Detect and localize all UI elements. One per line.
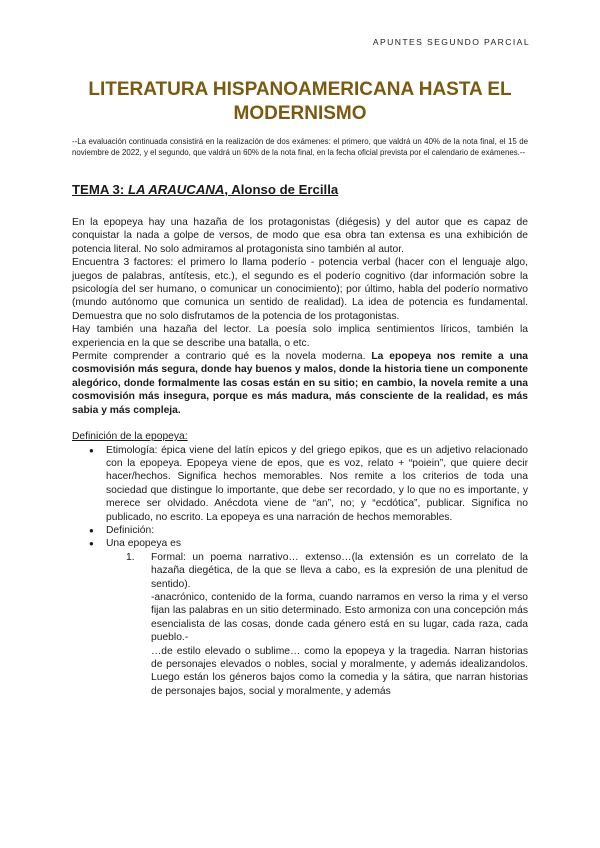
document-title: LITERATURA HISPANOAMERICANA HASTA EL MODERNISMO bbox=[88, 79, 512, 124]
list-item: ● Etimología: épica viene del latín epicos y del griego epikos, que es un adjetivo relacionado con la epopeya. Epopeya viene de epos, que es voz, relato + “poiein”, que quiere decir hacer/hechos. Significa hechos memorables. Nos remite a los criterios de toda una sociedad que distingue lo importante, que debe ser recordado, y lo que no es importante, y merece ser olvidado. Anécdota viene de “an”, no; y “ecdótica”, publicar. Significa no publicado, no escrito. La epopeya es una narración de hechos memorables. bbox=[72, 444, 528, 524]
paragraph-conclusion bbox=[72, 350, 528, 417]
item-text: Formal: un poema narrativo… extenso…(la extensión es un correlato de la hazaña diegética, de la que se lleva a cabo, es la expresión de una plenitud de sentido). bbox=[151, 551, 528, 590]
list-item: ● Una epopeya es bbox=[72, 537, 528, 550]
evaluation-note: --La evaluación continuada consistirá en la realización de dos exámenes: el primero, que valdrá un 40% de la nota final, el 15 de noviembre de 2022, y el segundo, que valdrá un 60% de la nota final, en la fecha oficial prevista por el calendario de exámenes.-- bbox=[72, 137, 528, 157]
conclusion-emphasis: La epopeya nos remite a una cosmovisión más segura, donde hay buenos y malos, donde la historia tiene un componente alegórico, donde formalmente las cosas están en su sitio; en cambio, la novela remite a una cosmovisión más insegura, porque es más madura, más consciente de la realidad, es más sabia y más compleja. bbox=[72, 351, 528, 416]
definition-subheading: Definición de la epopeya: bbox=[72, 431, 188, 443]
running-header: APUNTES SEGUNDO PARCIAL bbox=[372, 37, 530, 47]
definition-list bbox=[72, 444, 528, 551]
item-continuation: …de estilo elevado o sublime… como la epopeya y la tragedia. Narran historias de personajes elevados o nobles, social y moralmente, y además idealizandolos. Luego están los géneros bajos como la comedia y la sátira, que narran historias de personajes bajos, social y moralmente, y además bbox=[151, 645, 528, 697]
paragraph: Hay también una hazaña del lector. La poesía solo implica sentimientos líricos, también la experiencia en la que se describe una batalla, o etc. bbox=[72, 324, 528, 349]
heading-work-title: LA ARAUCANA bbox=[127, 182, 225, 197]
conclusion-intro: Permite comprender a contrario qué es la novela moderna. bbox=[72, 351, 372, 363]
item-number: 1. bbox=[126, 551, 135, 563]
heading-prefix: TEMA 3: bbox=[72, 182, 128, 197]
section-heading bbox=[72, 182, 338, 197]
item-continuation: -anacrónico, contenido de la forma, cuando narramos en verso la rima y el verso fijan las palabras en un sitio determinado. Esto armoniza con una concepción más esencialista de las cosas, donde cada género está en su lugar, cada raza, cada pueblo.- bbox=[151, 591, 528, 644]
list-item: ● Definición: bbox=[72, 524, 528, 537]
heading-author: , Alonso de Ercilla bbox=[224, 182, 339, 197]
paragraph: En la epopeya hay una hazaña de los protagonistas (diégesis) y del autor que es capaz de conquistar la nada a golpe de versos, de modo que esa obra tan extensa es una exhibición de potencia literal. No solo admiramos al protagonista sino también al autor. bbox=[72, 217, 528, 255]
paragraph: Encuentra 3 factores: el primero lo llama poderío - potencia verbal (hacer con el lenguaje algo, juegos de palabras, antítesis, etc.), el segundo es el poderío cognitivo (dar información sobre la psicología del ser humano, o comunicar un conocimiento); por último, habla del poderío normativo (mundo autónomo que comunica un sentido de realidad). La idea de potencia es fundamental. Demuestra que no solo disfrutamos de la potencia de los protagonistas. bbox=[72, 257, 528, 322]
numbered-item bbox=[72, 551, 528, 591]
body-text bbox=[72, 216, 528, 698]
